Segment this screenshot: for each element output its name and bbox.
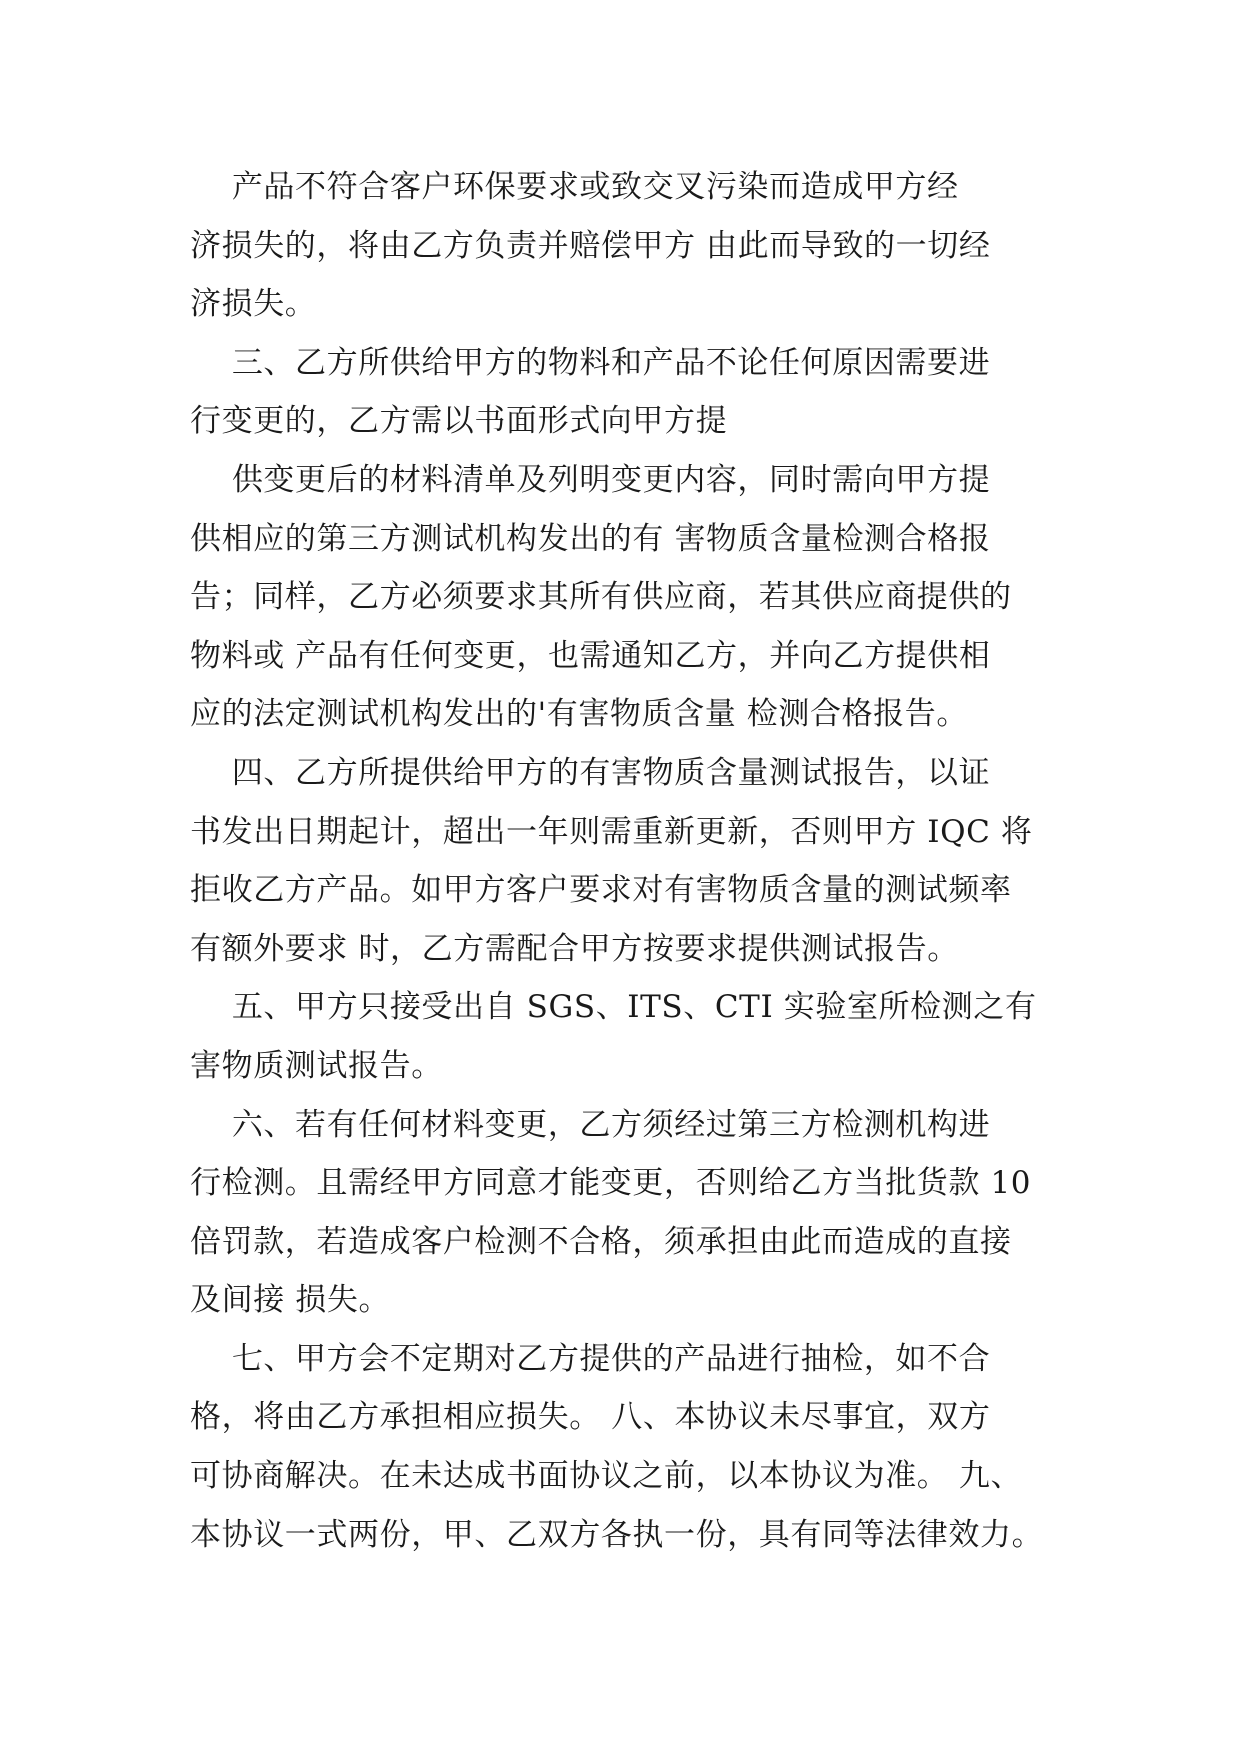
text-line: 供变更后的材料清单及列明变更内容，同时需向甲方提 <box>190 461 991 498</box>
text-line: 四、乙方所提供给甲方的有害物质含量测试报告，以证 <box>190 754 991 791</box>
text-line: 告；同样，乙方必须要求其所有供应商，若其供应商提供的 <box>190 579 1012 616</box>
text-line: 书发出日期起计，超出一年则需重新更新，否则甲方 IQC 将 <box>190 813 1033 850</box>
text-line: 应的法定测试机构发出的'有害物质含量 检测合格报告。 <box>190 696 968 733</box>
text-line: 害物质测试报告。 <box>190 1047 443 1084</box>
document-body <box>190 158 1070 1564</box>
text-line: 供相应的第三方测试机构发出的有 害物质含量检测合格报 <box>190 520 991 557</box>
text-line: 七、甲方会不定期对乙方提供的产品进行抽检，如不合 <box>190 1340 991 1377</box>
text-line: 倍罚款，若造成客户检测不合格，须承担由此而造成的直接 <box>190 1223 1012 1260</box>
text-line: 有额外要求 时，乙方需配合甲方按要求提供测试报告。 <box>190 930 959 967</box>
text-line: 行变更的，乙方需以书面形式向甲方提 <box>190 403 728 440</box>
text-line: 可协商解决。在未达成书面协议之前，以本协议为准。 九、 <box>190 1458 1023 1495</box>
text-line: 及间接 损失。 <box>190 1282 391 1319</box>
text-line: 六、若有任何材料变更，乙方须经过第三方检测机构进 <box>190 1106 991 1143</box>
text-line: 三、乙方所供给甲方的物料和产品不论任何原因需要进 <box>190 344 991 381</box>
text-line: 本协议一式两份，甲、乙双方各执一份，具有同等法律效力。 <box>190 1516 1044 1553</box>
text-line: 五、甲方只接受出自 SGS、ITS、CTI 实验室所检测之有 <box>190 989 1037 1026</box>
text-line: 行检测。且需经甲方同意才能变更，否则给乙方当批货款 10 <box>190 1165 1032 1202</box>
text-line: 产品不符合客户环保要求或致交叉污染而造成甲方经 <box>190 169 959 205</box>
text-line: 拒收乙方产品。如甲方客户要求对有害物质含量的测试频率 <box>190 872 1012 909</box>
text-line: 济损失。 <box>190 286 317 323</box>
text-line: 物料或 产品有任何变更，也需通知乙方，并向乙方提供相 <box>190 637 991 674</box>
text-line: 济损失的，将由乙方负责并赔偿甲方 由此而导致的一切经 <box>190 227 991 264</box>
text-line: 格，将由乙方承担相应损失。 八、本协议未尽事宜，双方 <box>190 1399 991 1436</box>
